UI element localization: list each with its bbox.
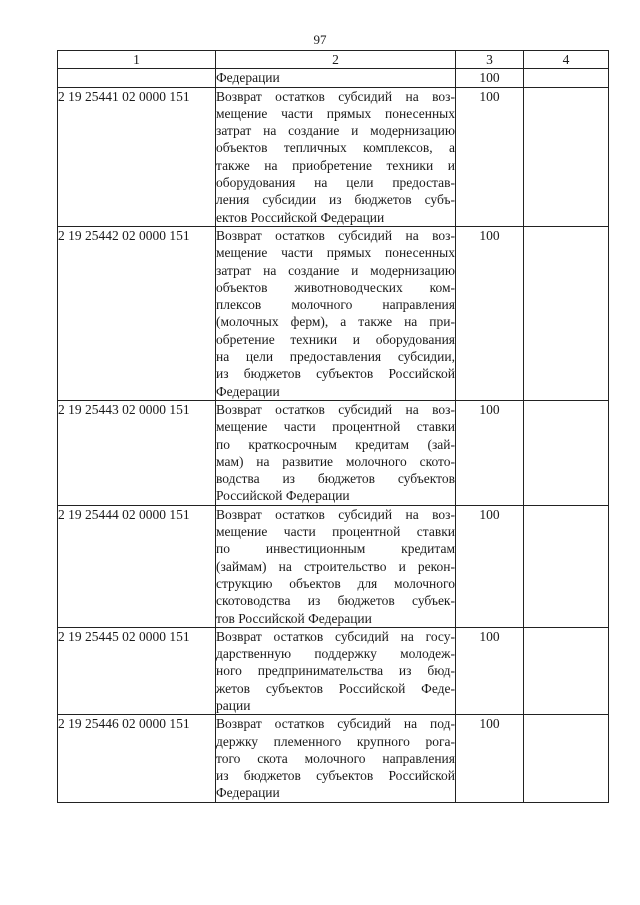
description-line: Возврат остатков субсидий на воз- xyxy=(216,506,455,522)
table-row xyxy=(58,69,609,87)
description-line: ления субсидии из бюджетов субъ- xyxy=(216,192,455,208)
budget-code-cell: 2 19 25445 02 0000 151 xyxy=(58,627,216,714)
amount-cell: 100 xyxy=(456,627,524,714)
table-row xyxy=(58,505,609,627)
amount-cell: 100 xyxy=(456,715,524,802)
description-line: дарственную поддержку молодеж- xyxy=(216,646,455,662)
description-cell xyxy=(216,715,456,802)
column-4-cell xyxy=(524,505,609,627)
amount-cell: 100 xyxy=(456,505,524,627)
amount-cell: 100 xyxy=(456,87,524,226)
description-line: Федерации xyxy=(216,785,280,801)
column-4-cell xyxy=(524,627,609,714)
description-line: обретение техники и оборудования xyxy=(216,331,455,347)
description-line: мещение части процентной ставки xyxy=(216,419,455,435)
description-line: из бюджетов субъектов Российской xyxy=(216,366,455,382)
description-line: из бюджетов субъектов Российской xyxy=(216,768,455,784)
description-line: Возврат остатков субсидий на госу- xyxy=(216,628,455,644)
description-line: Российской Федерации xyxy=(216,488,350,504)
page-number: 97 xyxy=(313,32,327,47)
table-row xyxy=(58,226,609,400)
description-line: (молочных ферм), а также на при- xyxy=(216,314,455,330)
description-line: рации xyxy=(216,697,251,713)
description-line: мещение части прямых понесенных xyxy=(216,245,455,261)
table-row xyxy=(58,627,609,714)
description-cell xyxy=(216,505,456,627)
description-line: мещение части прямых понесенных xyxy=(216,105,455,121)
description-line: также на приобретение техники и xyxy=(216,157,455,173)
description-line: на цели предоставления субсидии, xyxy=(216,349,455,365)
description-cell xyxy=(216,87,456,226)
amount-cell: 100 xyxy=(456,69,524,87)
description-line: Возврат остатков субсидий на воз- xyxy=(216,227,455,243)
column-4-cell xyxy=(524,69,609,87)
description-line: затрат на создание и модернизацию xyxy=(216,123,455,139)
description-line: ного предпринимательства из бюд- xyxy=(216,663,455,679)
description-line: объектов животноводческих ком- xyxy=(216,279,455,295)
budget-code-cell: 2 19 25446 02 0000 151 xyxy=(58,715,216,802)
description-line: скотоводства из бюджетов субъек- xyxy=(216,593,455,609)
column-header-2: 2 xyxy=(216,51,456,69)
description-line: Возврат остатков субсидий на воз- xyxy=(216,88,455,104)
description-line: держку племенного крупного рога- xyxy=(216,733,455,749)
description-line: мам) на развитие молочного ското- xyxy=(216,453,455,469)
description-line: струкцию объектов для молочного xyxy=(216,575,455,591)
budget-code-cell: 2 19 25443 02 0000 151 xyxy=(58,400,216,505)
amount-cell: 100 xyxy=(456,400,524,505)
description-line: (займам) на строительство и рекон- xyxy=(216,558,455,574)
column-4-cell xyxy=(524,400,609,505)
budget-code-cell: 2 19 25442 02 0000 151 xyxy=(58,226,216,400)
column-header-4: 4 xyxy=(524,51,609,69)
header-row xyxy=(58,51,609,69)
column-header-3: 3 xyxy=(456,51,524,69)
description-cell xyxy=(216,627,456,714)
description-line: жетов субъектов Российской Феде- xyxy=(216,680,455,696)
description-line: Федерации xyxy=(216,383,280,399)
column-4-cell xyxy=(524,226,609,400)
column-4-cell xyxy=(524,715,609,802)
description-line: ектов Российской Федерации xyxy=(216,209,385,225)
table-row xyxy=(58,87,609,226)
column-4-cell xyxy=(524,87,609,226)
description-line: мещение части процентной ставки xyxy=(216,524,455,540)
description-cell xyxy=(216,400,456,505)
table-row xyxy=(58,400,609,505)
description-line: объектов тепличных комплексов, а xyxy=(216,140,455,156)
amount-cell: 100 xyxy=(456,226,524,400)
table-header xyxy=(58,51,609,69)
description-line: Федерации xyxy=(216,70,280,86)
description-line: плексов молочного направления xyxy=(216,297,455,313)
description-line: того скота молочного направления xyxy=(216,750,455,766)
description-cell xyxy=(216,69,456,87)
description-line: затрат на создание и модернизацию xyxy=(216,262,455,278)
description-line: водства из бюджетов субъектов xyxy=(216,471,455,487)
description-line: по краткосрочным кредитам (зай- xyxy=(216,436,455,452)
description-line: по инвестиционным кредитам xyxy=(216,541,455,557)
description-line: оборудования на цели предостав- xyxy=(216,175,455,191)
column-header-1: 1 xyxy=(58,51,216,69)
table-body xyxy=(58,69,609,802)
budget-code-cell xyxy=(58,69,216,87)
budget-code-cell: 2 19 25444 02 0000 151 xyxy=(58,505,216,627)
description-line: тов Российской Федерации xyxy=(216,610,372,626)
budget-code-cell: 2 19 25441 02 0000 151 xyxy=(58,87,216,226)
table-row xyxy=(58,715,609,802)
budget-table xyxy=(57,50,609,803)
description-line: Возврат остатков субсидий на под- xyxy=(216,716,455,732)
description-line: Возврат остатков субсидий на воз- xyxy=(216,401,455,417)
description-cell xyxy=(216,226,456,400)
